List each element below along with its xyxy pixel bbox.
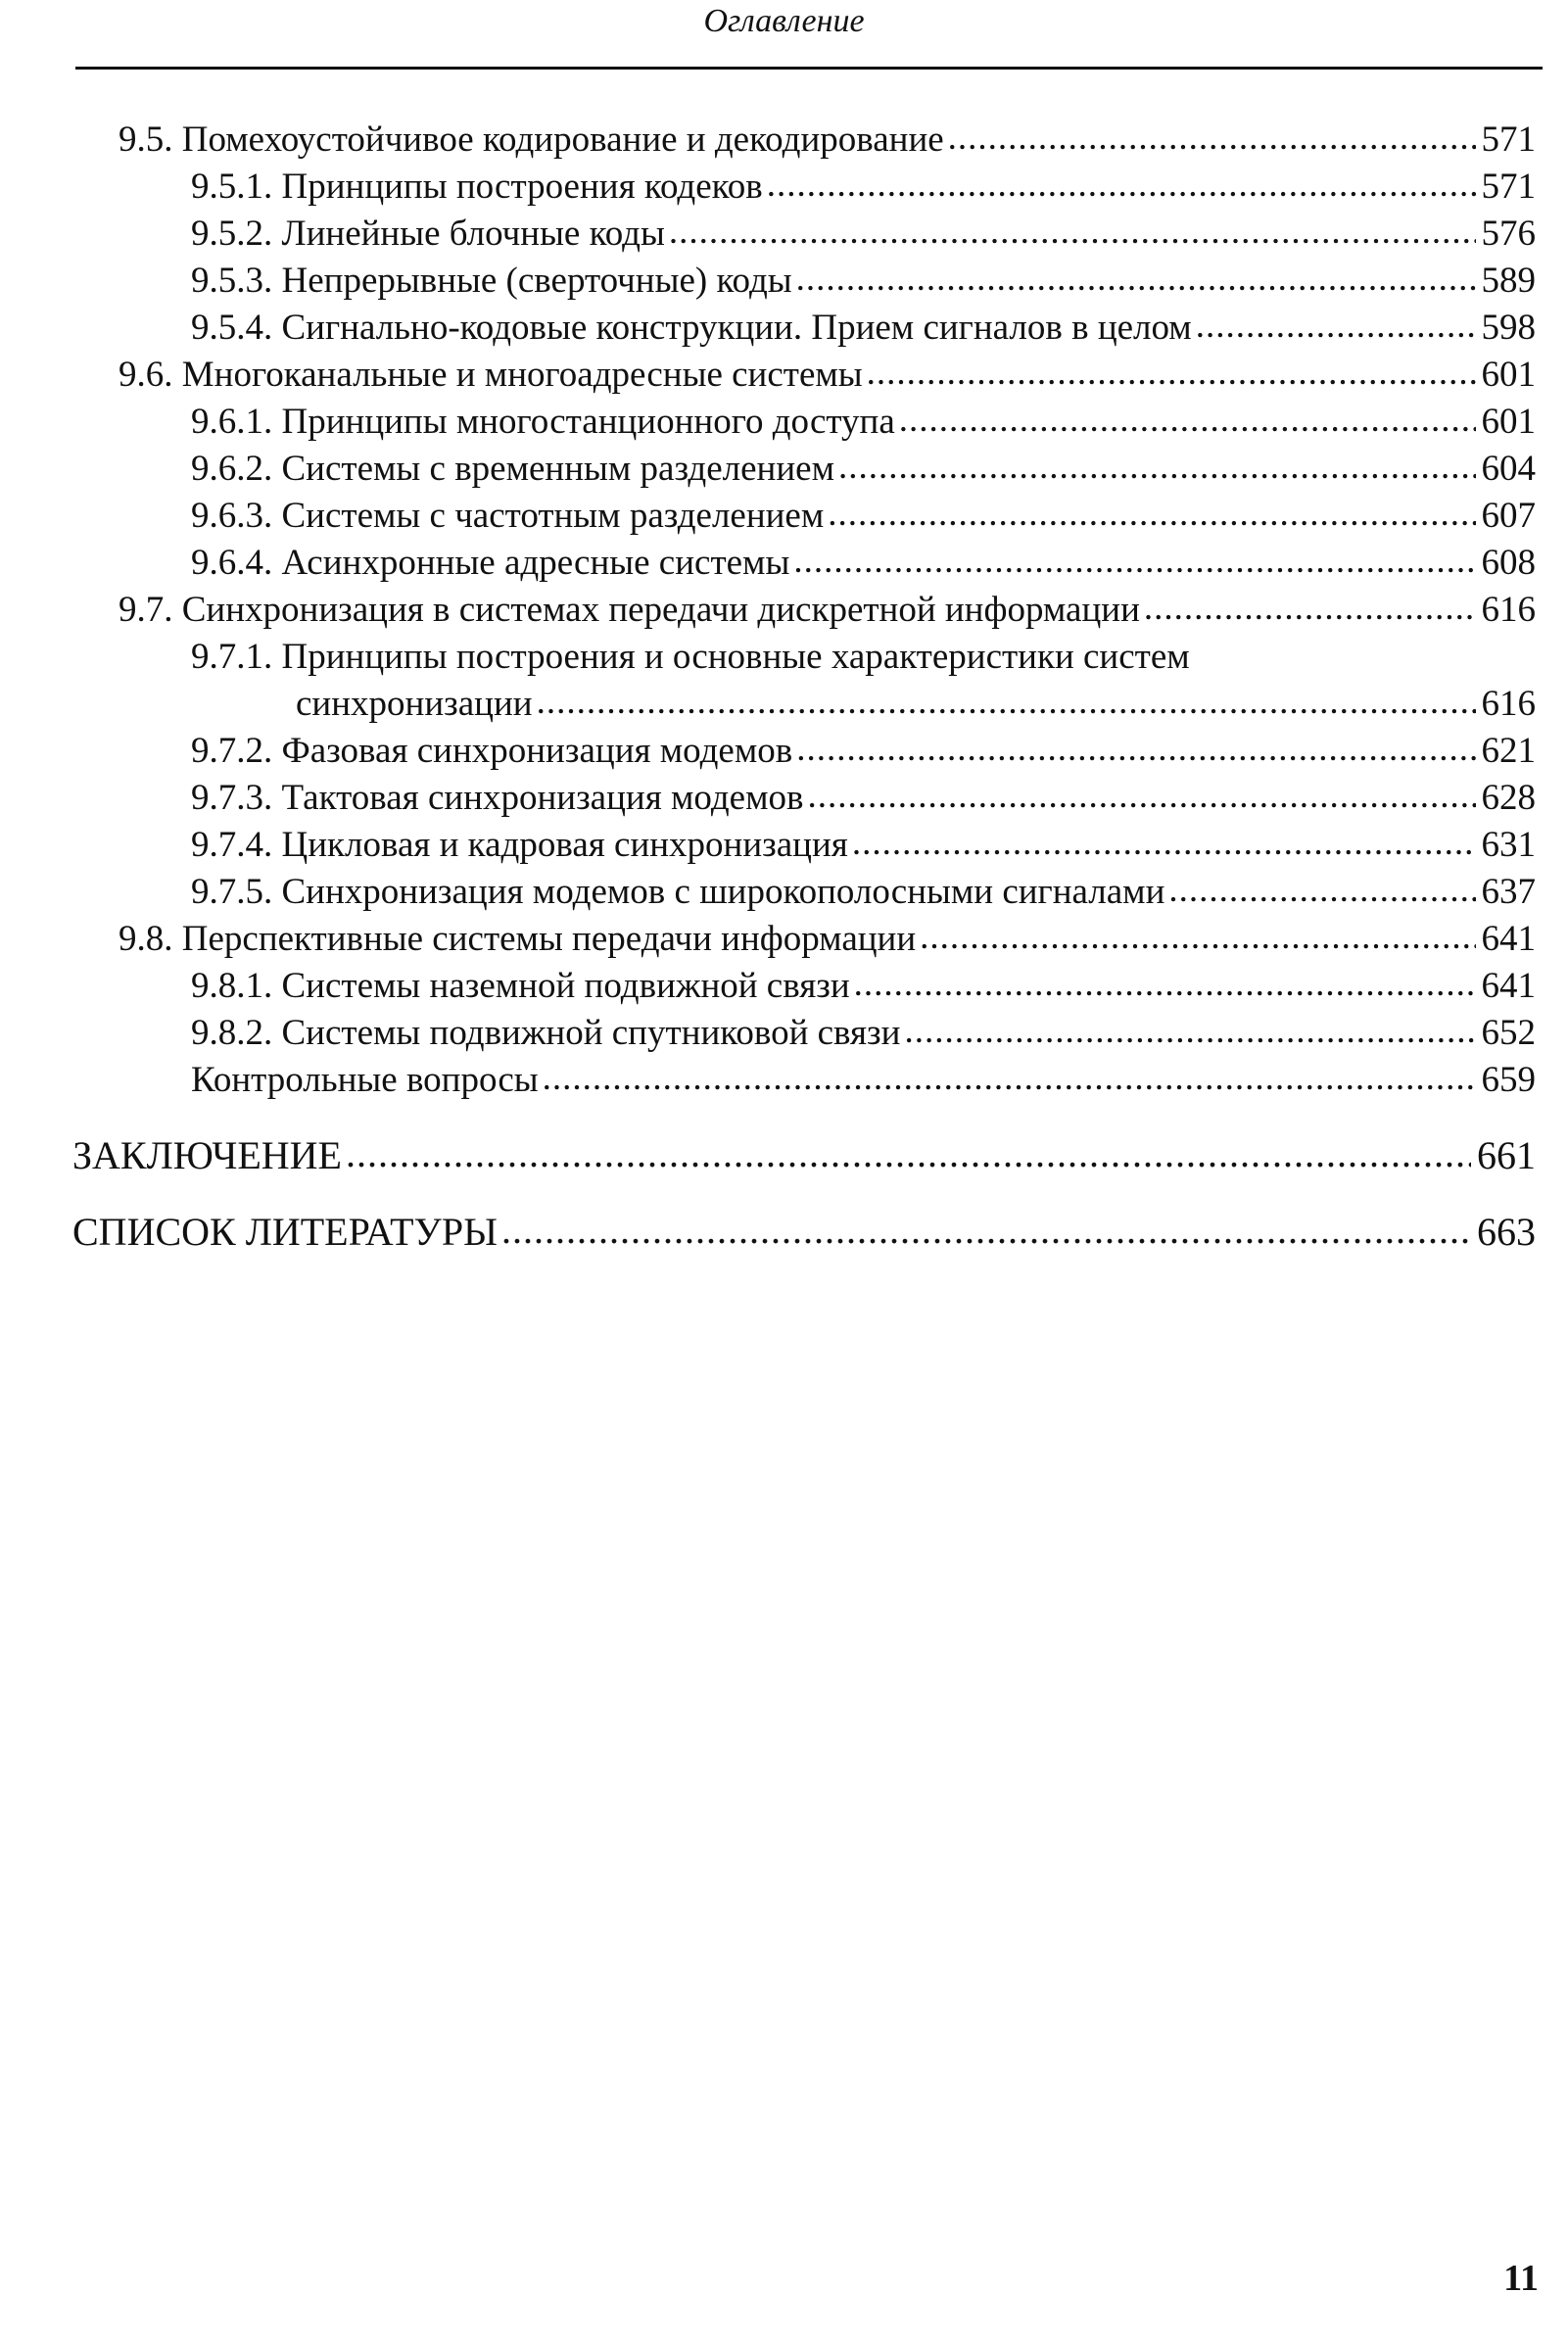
dot-leader [669, 210, 1476, 255]
toc-entry-page: 604 [1481, 449, 1536, 489]
dot-leader [1168, 868, 1475, 913]
toc-entry[interactable] [191, 776, 1536, 821]
toc-entry[interactable] [191, 823, 1536, 868]
dot-leader [796, 257, 1476, 302]
toc-entry[interactable] [191, 447, 1536, 492]
toc-entry[interactable] [191, 165, 1536, 210]
toc-entry-page: 641 [1481, 919, 1536, 959]
toc-entry-title: 9.7.5. Синхронизация модемов с широкополосными сигналами [191, 872, 1165, 912]
toc-entry-title: 9.8.2. Системы подвижной спутниковой связи [191, 1013, 901, 1053]
dot-leader [501, 1206, 1471, 1255]
running-head: Оглавление [703, 3, 865, 39]
toc-entry[interactable] [119, 353, 1536, 398]
toc-entry-page: 661 [1477, 1133, 1536, 1177]
toc-entry[interactable] [72, 1208, 1536, 1257]
toc-entry-title: 9.6.4. Асинхронные адресные системы [191, 543, 790, 583]
dot-leader [346, 1129, 1471, 1178]
toc-entry-page: 628 [1481, 778, 1536, 818]
toc-entry[interactable] [191, 1058, 1536, 1103]
toc-entry[interactable] [296, 682, 1536, 727]
toc-entry-page: 589 [1481, 261, 1536, 301]
toc-entry-page: 631 [1481, 825, 1536, 865]
toc-entry-title: 9.5. Помехоустойчивое кодирование и декодирование [119, 119, 944, 160]
toc-entry-title: 9.7.4. Цикловая и кадровая синхронизация [191, 825, 848, 865]
toc-entry[interactable] [191, 1011, 1536, 1056]
toc-entry-page: 607 [1481, 496, 1536, 536]
toc-entry[interactable] [191, 494, 1536, 539]
toc-entry-page: 652 [1481, 1013, 1536, 1053]
toc-entry-title-line: 9.7.1. Принципы построения и основные характеристики систем [191, 637, 1190, 677]
toc-entry-title: 9.6.1. Принципы многостанционного доступа [191, 402, 895, 442]
toc-entry[interactable] [119, 917, 1536, 962]
dot-leader [537, 680, 1476, 725]
dot-leader [852, 821, 1476, 866]
header-rule [75, 67, 1543, 70]
toc-entry-title: 9.8. Перспективные системы передачи информации [119, 919, 917, 959]
toc-entry[interactable] [72, 1131, 1536, 1180]
toc-entry-page: 659 [1481, 1060, 1536, 1100]
toc-entry-title: СПИСОК ЛИТЕРАТУРЫ [72, 1210, 498, 1254]
toc-entry[interactable] [191, 870, 1536, 915]
toc-entry-page: 621 [1481, 731, 1536, 771]
toc-entry-page: 571 [1481, 119, 1536, 160]
toc-entry-title: 9.6.2. Системы с временным разделением [191, 449, 834, 489]
dot-leader [838, 445, 1476, 490]
toc-entry-page: 616 [1481, 590, 1536, 630]
toc-entry[interactable] [119, 118, 1536, 163]
dot-leader [543, 1056, 1476, 1101]
dot-leader [948, 116, 1476, 161]
toc-entry-page: 601 [1481, 402, 1536, 442]
toc-entry-page: 616 [1481, 684, 1536, 724]
dot-leader [796, 727, 1475, 772]
toc-entry-title: ЗАКЛЮЧЕНИЕ [72, 1133, 342, 1177]
toc-entry-page: 571 [1481, 167, 1536, 207]
dot-leader [767, 163, 1476, 208]
toc-entry[interactable] [191, 729, 1536, 774]
toc-entry-title: 9.5.2. Линейные блочные коды [191, 214, 665, 254]
toc-entry-page: 663 [1477, 1210, 1536, 1254]
dot-leader [867, 351, 1476, 396]
toc-entry[interactable] [191, 306, 1536, 351]
toc-entry-page: 598 [1481, 308, 1536, 348]
toc-entry-title: синхронизации [296, 684, 533, 724]
page-number: 11 [1503, 2258, 1539, 2299]
dot-leader [793, 539, 1475, 584]
toc-entry-title: 9.6. Многоканальные и многоадресные системы [119, 355, 863, 395]
toc-entry-title: 9.7.2. Фазовая синхронизация модемов [191, 731, 793, 771]
dot-leader [807, 774, 1475, 819]
dot-leader [899, 398, 1476, 443]
toc-entry-title: 9.5.4. Сигнально-кодовые конструкции. Прием сигналов в целом [191, 308, 1192, 348]
toc-entry-title: 9.8.1. Системы наземной подвижной связи [191, 966, 850, 1006]
toc-entry-page: 637 [1481, 872, 1536, 912]
toc-entry-title: Контрольные вопросы [191, 1060, 539, 1100]
toc-entry[interactable] [119, 588, 1536, 633]
dot-leader [828, 492, 1475, 537]
toc-entry-title: 9.5.3. Непрерывные (сверточные) коды [191, 261, 792, 301]
dot-leader [904, 1009, 1475, 1054]
toc-entry-title: 9.7. Синхронизация в системах передачи дискретной информации [119, 590, 1140, 630]
toc-entry[interactable] [191, 259, 1536, 304]
toc-entry-title: 9.6.3. Системы с частотным разделением [191, 496, 825, 536]
toc-entry-page: 608 [1481, 543, 1536, 583]
dot-leader [920, 915, 1475, 960]
toc-entry-title: 9.5.1. Принципы построения кодеков [191, 167, 763, 207]
dot-leader [1144, 586, 1476, 631]
dot-leader [1196, 304, 1476, 349]
toc-entry-page: 601 [1481, 355, 1536, 395]
toc-entry-page: 641 [1481, 966, 1536, 1006]
toc-entry-title: 9.7.3. Тактовая синхронизация модемов [191, 778, 804, 818]
dot-leader [854, 962, 1476, 1007]
toc-entry[interactable] [191, 541, 1536, 586]
toc-entry[interactable] [191, 400, 1536, 445]
toc-entry-page: 576 [1481, 214, 1536, 254]
toc-entry[interactable] [191, 964, 1536, 1009]
toc-entry[interactable] [191, 212, 1536, 257]
